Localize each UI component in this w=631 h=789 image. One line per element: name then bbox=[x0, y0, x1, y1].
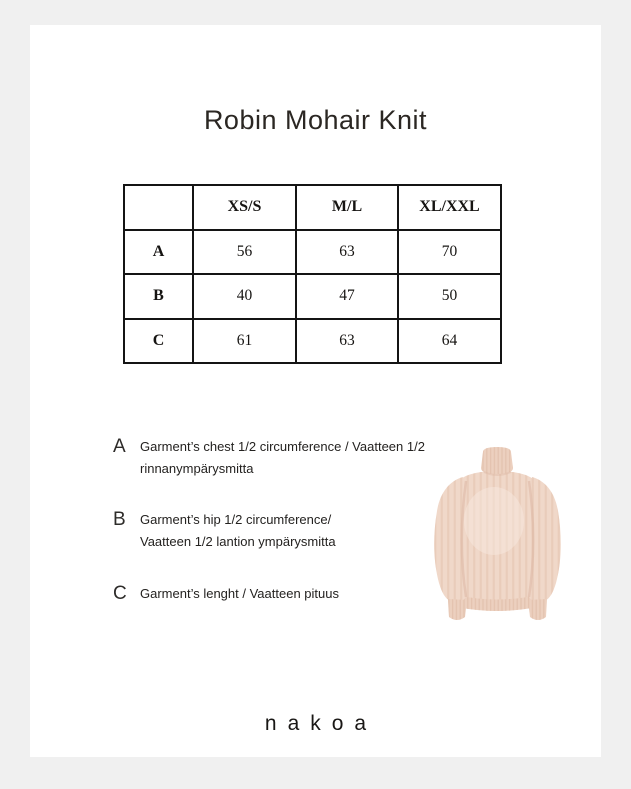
size-guide-page bbox=[30, 25, 601, 757]
legend-line: Garment’s lenght / Vaatteen pituus bbox=[140, 586, 339, 601]
product-photo bbox=[432, 447, 563, 623]
legend-item-b bbox=[113, 508, 336, 553]
size-table-row-label: C bbox=[124, 319, 193, 364]
table-row bbox=[124, 230, 501, 275]
size-table-cell: 63 bbox=[296, 230, 398, 275]
table-row bbox=[124, 319, 501, 364]
size-table-corner-cell bbox=[124, 185, 193, 230]
size-table-col-header: XS/S bbox=[193, 185, 296, 230]
size-table-cell: 50 bbox=[398, 274, 501, 319]
size-table-cell: 61 bbox=[193, 319, 296, 364]
legend-text-a bbox=[140, 435, 425, 480]
legend-item-c bbox=[113, 582, 339, 605]
legend-item-a bbox=[113, 435, 425, 480]
legend-text-b bbox=[140, 508, 336, 553]
size-table-cell: 56 bbox=[193, 230, 296, 275]
legend-letter-a: A bbox=[113, 436, 126, 457]
brand-logo: nakoa bbox=[264, 712, 378, 735]
legend-letter-b: B bbox=[113, 509, 126, 530]
legend-line: rinnanympärysmitta bbox=[140, 461, 254, 476]
size-table-row-label: A bbox=[124, 230, 193, 275]
size-table-row-label: B bbox=[124, 274, 193, 319]
size-table-cell: 47 bbox=[296, 274, 398, 319]
legend-text-c bbox=[140, 582, 339, 605]
legend-line: Garment’s chest 1/2 circumference / Vaatteen 1/2 bbox=[140, 439, 425, 454]
table-row bbox=[124, 274, 501, 319]
size-table-cell: 70 bbox=[398, 230, 501, 275]
size-table-cell: 63 bbox=[296, 319, 398, 364]
size-table-col-header: M/L bbox=[296, 185, 398, 230]
size-table-header-row bbox=[124, 185, 501, 230]
legend-letter-c: C bbox=[113, 583, 127, 604]
page-title: Robin Mohair Knit bbox=[203, 105, 428, 135]
size-table-cell: 40 bbox=[193, 274, 296, 319]
size-table-col-header: XL/XXL bbox=[398, 185, 501, 230]
legend-line: Garment’s hip 1/2 circumference/ bbox=[140, 512, 332, 527]
size-table bbox=[123, 184, 502, 364]
legend-line: Vaatteen 1/2 lantion ympärysmitta bbox=[140, 534, 336, 549]
size-table-cell: 64 bbox=[398, 319, 501, 364]
knit-sweater-image bbox=[432, 447, 563, 623]
